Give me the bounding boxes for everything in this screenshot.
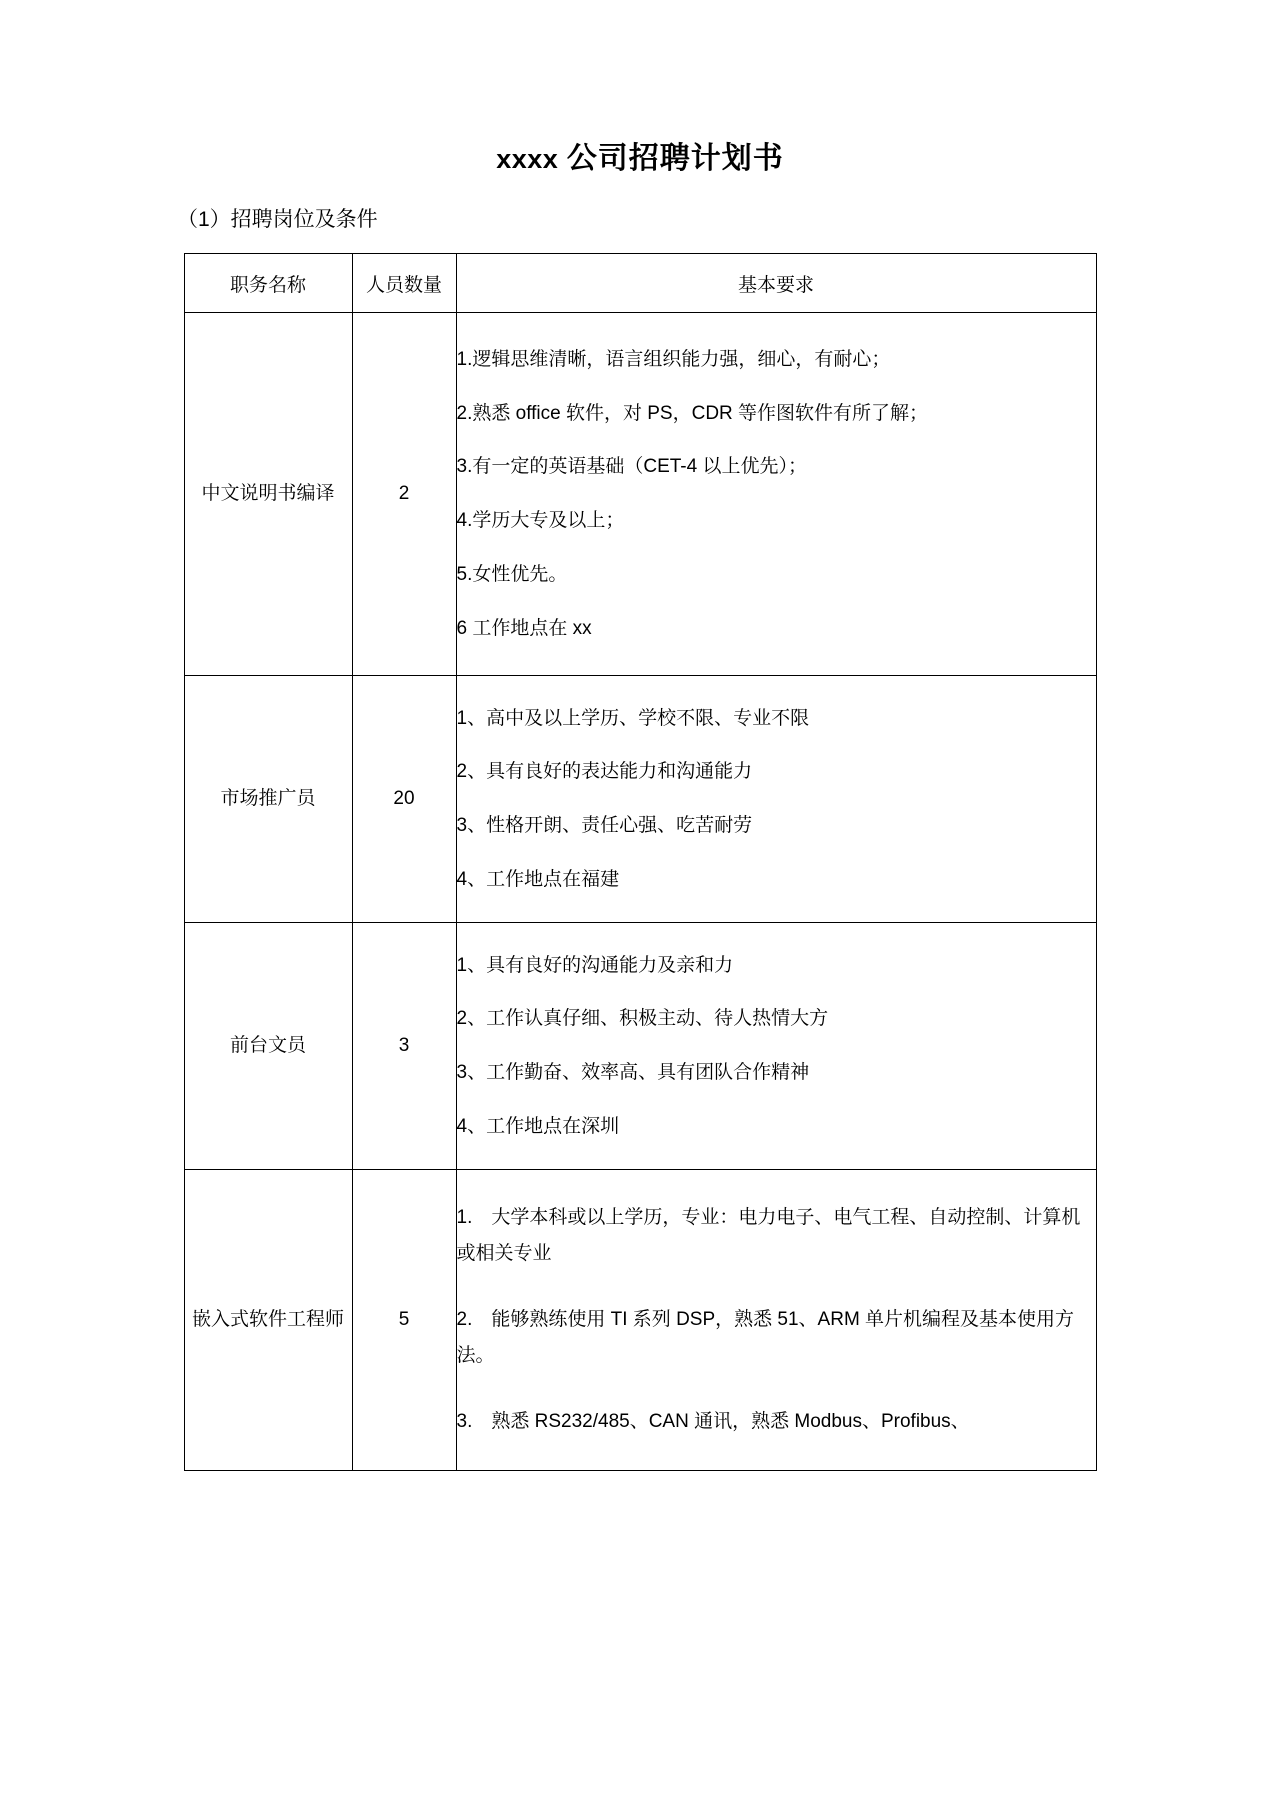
requirement-line: 1. 大学本科或以上学历，专业：电力电子、电气工程、自动控制、计算机或相关专业 xyxy=(456,1206,1081,1264)
table-body xyxy=(184,313,1096,1471)
cell-role: 嵌入式软件工程师 xyxy=(184,1170,352,1471)
requirement-line: 4、工作地点在福建 xyxy=(456,868,620,890)
requirement-line: 3、工作勤奋、效率高、具有团队合作精神 xyxy=(456,1062,810,1083)
cell-count: 20 xyxy=(352,676,456,923)
requirement-line: 4.学历大专及以上； xyxy=(456,510,625,531)
requirement-line: 3、性格开朗、责任心强、吃苦耐劳 xyxy=(456,815,753,836)
cell-requirements xyxy=(456,923,1096,1170)
cell-requirements xyxy=(456,676,1096,923)
cell-requirements xyxy=(456,313,1096,676)
table-row xyxy=(184,676,1096,923)
requirement-line: 2、工作认真仔细、积极主动、待人热情大方 xyxy=(456,1008,829,1030)
requirement-line: 3.有一定的英语基础（CET-4 以上优先）； xyxy=(456,456,807,478)
table-row xyxy=(184,923,1096,1170)
requirement-line: 3. 熟悉 RS232/485、CAN 通讯，熟悉 Modbus、Profibus、 xyxy=(456,1411,970,1433)
table-container xyxy=(0,235,1280,1471)
requirement-line: 6 工作地点在 xx xyxy=(456,617,592,639)
column-header-count: 人员数量 xyxy=(352,254,456,313)
requirement-line: 1、高中及以上学历、学校不限、专业不限 xyxy=(456,707,810,729)
requirement-line: 4、工作地点在深圳 xyxy=(456,1115,620,1137)
section-heading: （1）招聘岗位及条件 xyxy=(177,207,378,231)
column-header-requirements: 基本要求 xyxy=(456,254,1096,313)
table-header-row xyxy=(184,254,1096,313)
table-header xyxy=(184,254,1096,313)
requirement-line: 1、具有良好的沟通能力及亲和力 xyxy=(456,954,734,976)
page-title-chinese: 公司招聘计划书 xyxy=(558,142,784,175)
cell-count: 5 xyxy=(352,1170,456,1471)
requirement-line: 2. 能够熟练使用 TI 系列 DSP，熟悉 51、ARM 单片机编程及基本使用方法。 xyxy=(456,1308,1075,1367)
recruitment-plan-table xyxy=(184,253,1097,1471)
cell-role: 前台文员 xyxy=(184,923,352,1170)
cell-requirements xyxy=(456,1170,1096,1471)
requirement-line: 5.女性优先。 xyxy=(456,563,568,585)
cell-role: 市场推广员 xyxy=(184,676,352,923)
page-title-latin: xxxx xyxy=(496,144,559,174)
requirement-line: 1.逻辑思维清晰，语言组织能力强，细心，有耐心； xyxy=(456,348,891,370)
cell-role: 中文说明书编译 xyxy=(184,313,352,676)
table-row xyxy=(184,313,1096,676)
requirement-line: 2、具有良好的表达能力和沟通能力 xyxy=(456,761,753,783)
requirement-line: 2.熟悉 office 软件，对 PS，CDR 等作图软件有所了解； xyxy=(456,402,929,424)
cell-count: 2 xyxy=(352,313,456,676)
table-row xyxy=(184,1170,1096,1471)
cell-count: 3 xyxy=(352,923,456,1170)
page-title xyxy=(0,0,1280,178)
column-header-role: 职务名称 xyxy=(184,254,352,313)
